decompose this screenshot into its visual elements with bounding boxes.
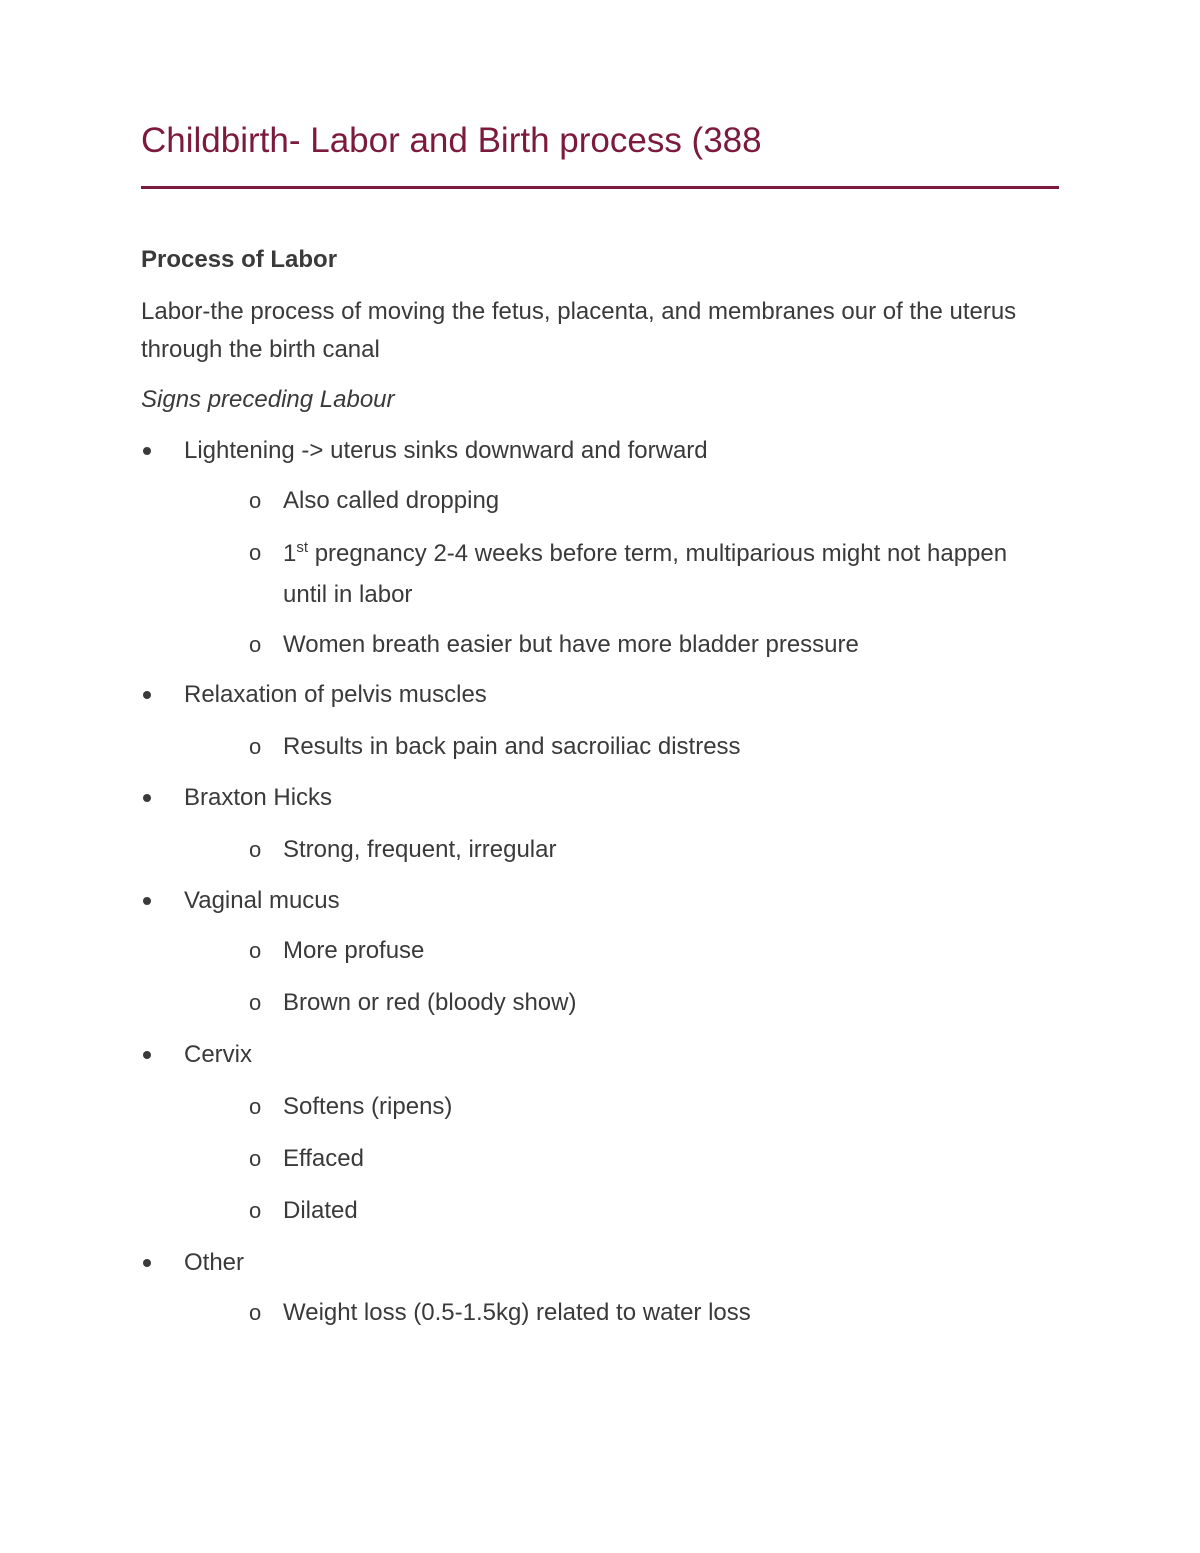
- sub-list-item: [283, 533, 1043, 615]
- sub-list-item: Effaced: [283, 1145, 364, 1172]
- bullet-icon: [143, 897, 151, 905]
- sub-list-item: Women breath easier but have more bladder pressure: [283, 631, 859, 658]
- sub-list-item: Brown or red (bloody show): [283, 989, 577, 1016]
- sub-list-item: Weight loss (0.5-1.5kg) related to water loss: [283, 1299, 751, 1326]
- bullet-icon: [143, 447, 151, 455]
- sub-bullet-icon: o: [249, 938, 262, 963]
- sub-list-item: Dilated: [283, 1197, 358, 1224]
- sub-bullet-icon: o: [249, 1300, 262, 1325]
- bullet-icon: [143, 691, 151, 699]
- subheading-signs: Signs preceding Labour: [141, 386, 395, 413]
- document-title: Childbirth- Labor and Birth process (388: [141, 121, 762, 160]
- sub-bullet-icon: o: [249, 1146, 262, 1171]
- sub-bullet-icon: o: [249, 540, 262, 565]
- bullet-icon: [143, 1259, 151, 1267]
- sub-bullet-icon: o: [249, 1094, 262, 1119]
- sub-list-item: Results in back pain and sacroiliac distress: [283, 733, 741, 760]
- sub-bullet-icon: o: [249, 488, 262, 513]
- sub-bullet-icon: o: [249, 837, 262, 862]
- sub-list-item: Softens (ripens): [283, 1093, 453, 1120]
- list-item: Vaginal mucus: [184, 887, 340, 914]
- title-divider: [141, 186, 1059, 189]
- sub-list-item: Also called dropping: [283, 487, 500, 514]
- list-item: Other: [184, 1249, 245, 1276]
- sub-bullet-icon: o: [249, 632, 262, 657]
- definition-paragraph: Labor-the process of moving the fetus, placenta, and membranes our of the uterus through the birth canal: [141, 298, 1017, 363]
- sub-bullet-icon: o: [249, 990, 262, 1015]
- section-heading: Process of Labor: [141, 246, 338, 273]
- ordinal-suffix: st: [296, 539, 309, 556]
- bullet-icon: [143, 794, 151, 802]
- sub-bullet-icon: o: [249, 734, 262, 759]
- list-item: Lightening -> uterus sinks downward and forward: [184, 437, 708, 464]
- sub-list-item: Strong, frequent, irregular: [283, 836, 557, 863]
- list-item: Braxton Hicks: [184, 784, 333, 811]
- sub-bullet-icon: o: [249, 1198, 262, 1223]
- list-item: Cervix: [184, 1041, 253, 1068]
- bullet-icon: [143, 1051, 151, 1059]
- list-item: Relaxation of pelvis muscles: [184, 681, 487, 708]
- sub-list-item-text: pregnancy 2-4 weeks before term, multiparious might not happen until in labor: [283, 540, 1008, 608]
- ordinal-number: 1: [283, 540, 297, 567]
- sub-list-item: More profuse: [283, 937, 425, 964]
